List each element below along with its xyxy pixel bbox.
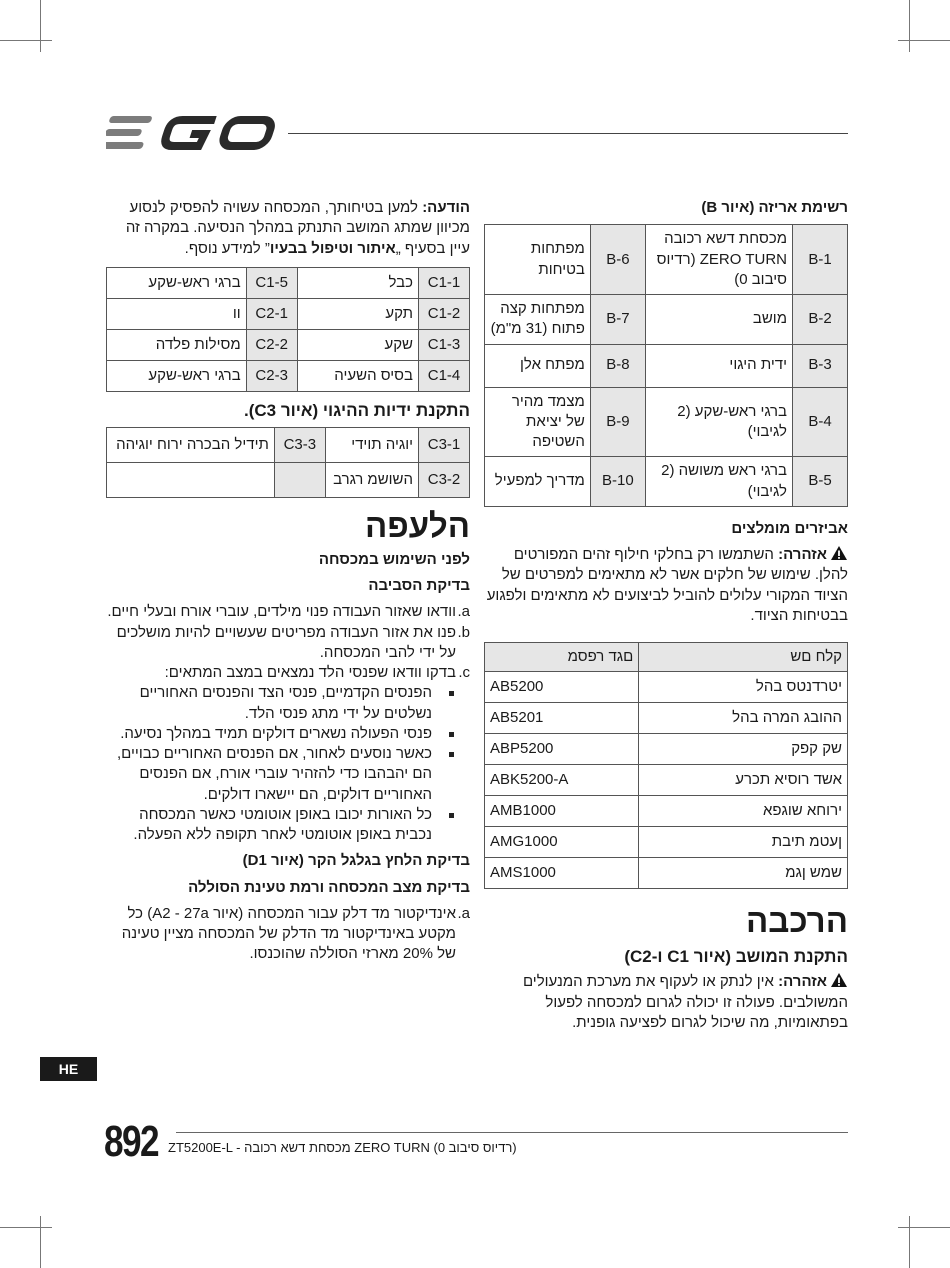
part-model-number: AB5201 [485,703,639,734]
tire-check-title: בדיקת הלחץ בגלגל הקר (איור D1) [242,852,470,870]
parts-row [485,703,848,734]
part-model-number: ABP5200 [485,734,639,765]
step-text: פנו את אזור העבודה מפריטים שעשויים להיות מושלכים על ידי להבי המכסחה. [116,623,456,661]
item-name: יוגיה תוידי [325,427,418,462]
handle-part-row [107,427,470,462]
item-code: 1-B [793,225,848,295]
parts-header-name: קלח םש [639,643,848,672]
crop-mark [40,1216,41,1268]
step-marker: a. [457,904,470,922]
seat-part-row [107,329,470,360]
bullet-item: כל האורות יכובו באופן אוטומטי כאשר המכסחה נכבית באופן אוטומטי לאחר תקופה ללא הפעלה. [106,805,470,846]
item-code: C2-2 [246,329,297,360]
item-name: מסילות פלדה [107,329,247,360]
parts-row [485,796,848,827]
bullet-item: הפנסים הקדמיים, פנסי הצד והפנסים האחוריים נשלטים על ידי מתג פנסי הלד. [106,683,470,724]
crop-mark [909,0,910,52]
crop-mark [0,1227,52,1228]
item-name: בסיס השעיה [297,360,418,391]
page-number: 892 [104,1117,158,1166]
operation-title: הלעפה [364,506,470,544]
assembly-title: הרכבה [745,902,848,940]
item-code: B-7 [590,295,645,345]
item-code: 3-B [793,344,848,387]
item-code: C2-3 [246,360,297,391]
packing-row [485,295,848,345]
crop-mark [898,40,950,41]
warning-icon [830,545,848,561]
notice-text: למען בטיחותך, המכסחה עשויה להפסיק לנסוע מכיוון שמתג המושב התנתק במהלך הנסיעה. במקרה זה עיין בסעיף „ [125,199,470,257]
part-name: ןעטמ תיבת [639,827,848,858]
item-code: C3-2 [419,462,470,497]
item-name: כבל [297,267,418,298]
part-name: ירוחא שוגפא [639,796,848,827]
packing-row [485,457,848,507]
item-code: B-8 [590,344,645,387]
ego-logo [106,112,278,154]
surroundings-title: בדיקת הסביבה [368,577,470,595]
warning-text: אין לנתק או לעקוף את מערכת המנעולים המשולבים. פעולה זו יכולה לגרום למכסחה לפעול בפתאומיות, מה שיכול לגרום לפציעה גופנית. [522,973,848,1031]
item-name: תקע [297,298,418,329]
right-column [484,198,848,1033]
part-model-number: AMS1000 [485,858,639,889]
item-code: C1-5 [246,267,297,298]
item-code: 2-B [793,295,848,345]
parts-header-model: םגד רפסמ [485,643,639,672]
item-name: מצמד מהיר של יציאת השטיפה [485,387,591,457]
item-code: 4-B [793,387,848,457]
item-code: C1-4 [419,360,470,391]
left-column [106,198,470,965]
inspection-step [106,602,470,622]
inspection-steps [106,602,470,683]
warning-text: השתמשו רק בחלקי חילוף זהים המפורטים להלן. שימוש של חלקים אשר לא מתאימים למפרטים של הציוד המקורי עלולים להוביל לביצועים לא מתאימים ולפגוע בבטיחות הציוד. [486,546,848,624]
inspection-step [106,623,470,664]
item-name: מפתח אלן [485,344,591,387]
item-name: ברגי ראש-שקע [107,360,247,391]
part-name: שק קפק [639,734,848,765]
language-tab: HE [40,1057,97,1081]
seat-part-row [107,267,470,298]
item-name [107,462,275,497]
step-marker: b. [457,623,470,641]
header-rule [288,133,848,134]
parts-row [485,765,848,796]
packing-list-title: רשימת אריזה (איור B) [701,199,848,216]
item-code [274,462,325,497]
warning-label: אזהרה: [778,973,827,991]
battery-steps [106,904,470,965]
part-model-number: AB5200 [485,672,639,703]
crop-mark [909,1216,910,1268]
notice-label: הודעה: [422,199,470,216]
led-bullets [106,683,470,845]
handle-parts-table [106,427,470,498]
seat-part-row [107,360,470,391]
battery-check-title: בדיקת מצב המכסחה ורמת טעינת הסוללה [188,878,470,896]
item-code: C3-3 [274,427,325,462]
item-code: B-10 [590,457,645,507]
seat-parts-table [106,267,470,392]
step-marker: c. [458,664,470,682]
crop-mark [0,40,52,41]
inspection-step [106,663,470,683]
crop-mark [898,1227,950,1228]
handle-part-row [107,462,470,497]
item-name: מדריך למפעיל [485,457,591,507]
step-text: אינדיקטור מד דלק עבור המכסחה (איור A2 - 27a) כל מקטע באינדיקטור מד הדלק של המכסחה מציין טעינה של 20% מארזי הסוללה שהוכנסו. [121,904,456,963]
notice-section-ref: איתור וטיפול בבעיו [269,239,396,257]
packing-row [485,225,848,295]
item-name: וו [107,298,247,329]
item-code: C1-1 [419,267,470,298]
item-name: שקע [297,329,418,360]
step-marker: a. [457,603,470,621]
parts-row [485,827,848,858]
item-name: מפתחות קצה פתוח (31 מ"מ) [485,295,591,345]
item-name: ברגי ראש-שקע (2 לגיבוי) [645,387,792,457]
warning-label: אזהרה: [778,546,827,563]
item-code: B-9 [590,387,645,457]
parts-row [485,672,848,703]
seat-install-title: התקנת המושב (איור C1 ו-C2) [624,946,848,966]
item-code: C2-1 [246,298,297,329]
item-name: מושב [645,295,792,345]
part-model-number: AMG1000 [485,827,639,858]
item-code: C1-2 [419,298,470,329]
item-name: ברגי ראש משושה (2 לגיבוי) [645,457,792,507]
seat-switch-notice [106,198,470,259]
part-model-number: AMB1000 [485,796,639,827]
item-name: תידיל הבכרה ירוח יוגיהה [107,427,275,462]
part-name: שמש ןגמ [639,858,848,889]
step-text: בדקו וודאו שפנסי הלד נמצאים במצב המתאים: [164,664,456,682]
item-name: ידית היגוי [645,344,792,387]
packing-row [485,344,848,387]
handle-install-title: התקנת ידיות ההיגוי (איור C3). [244,400,470,420]
step-text: וודאו שאזור העבודה פנוי מילדים, עוברי אורח ובעלי חיים. [107,603,456,621]
item-name: מפתחות בטיחות [485,225,591,295]
accessories-warning [484,545,848,626]
before-use-title: לפני השימוש במכסחה [318,550,470,568]
part-name: אשד רוסיא תכרע [639,765,848,796]
crop-mark [40,0,41,52]
bullet-item: פנסי הפעולה נשארים דולקים תמיד במהלך נסיעה. [106,724,470,744]
item-name: מכסחת דשא רכובה ZERO TURN (רדיוס סיבוב 0) [645,225,792,295]
parts-row [485,858,848,889]
item-code: C1-3 [419,329,470,360]
parts-table [484,642,848,889]
notice-text-end: ” למידע נוסף. [184,239,270,257]
footer-text: ZT5200E-L - מכסחת דשא רכובה ZERO TURN (רדיוס סיבוב 0) [168,1140,517,1155]
packing-row [485,387,848,457]
seat-warning [484,972,848,1033]
item-name: ברגי ראש-שקע [107,267,247,298]
accessories-title: אביזרים מומלצים [731,519,848,537]
parts-row [485,734,848,765]
item-code: 5-B [793,457,848,507]
seat-part-row [107,298,470,329]
footer-rule [176,1132,848,1133]
warning-icon [830,972,848,988]
part-name: ההובג המרה בהל [639,703,848,734]
part-model-number: ABK5200-A [485,765,639,796]
packing-list-table [484,224,848,507]
item-name: השושמ רגרב [325,462,418,497]
battery-step [106,904,470,965]
bullet-item: כאשר נוסעים לאחור, אם הפנסים האחוריים כבויים, הם יהבהבו כדי להזהיר עוברי אורח, אם הפנסים האחוריים דולקים, הם יישארו דולקים. [106,744,470,805]
item-code: C3-1 [419,427,470,462]
part-name: יטרדנטס בהל [639,672,848,703]
item-code: B-6 [590,225,645,295]
